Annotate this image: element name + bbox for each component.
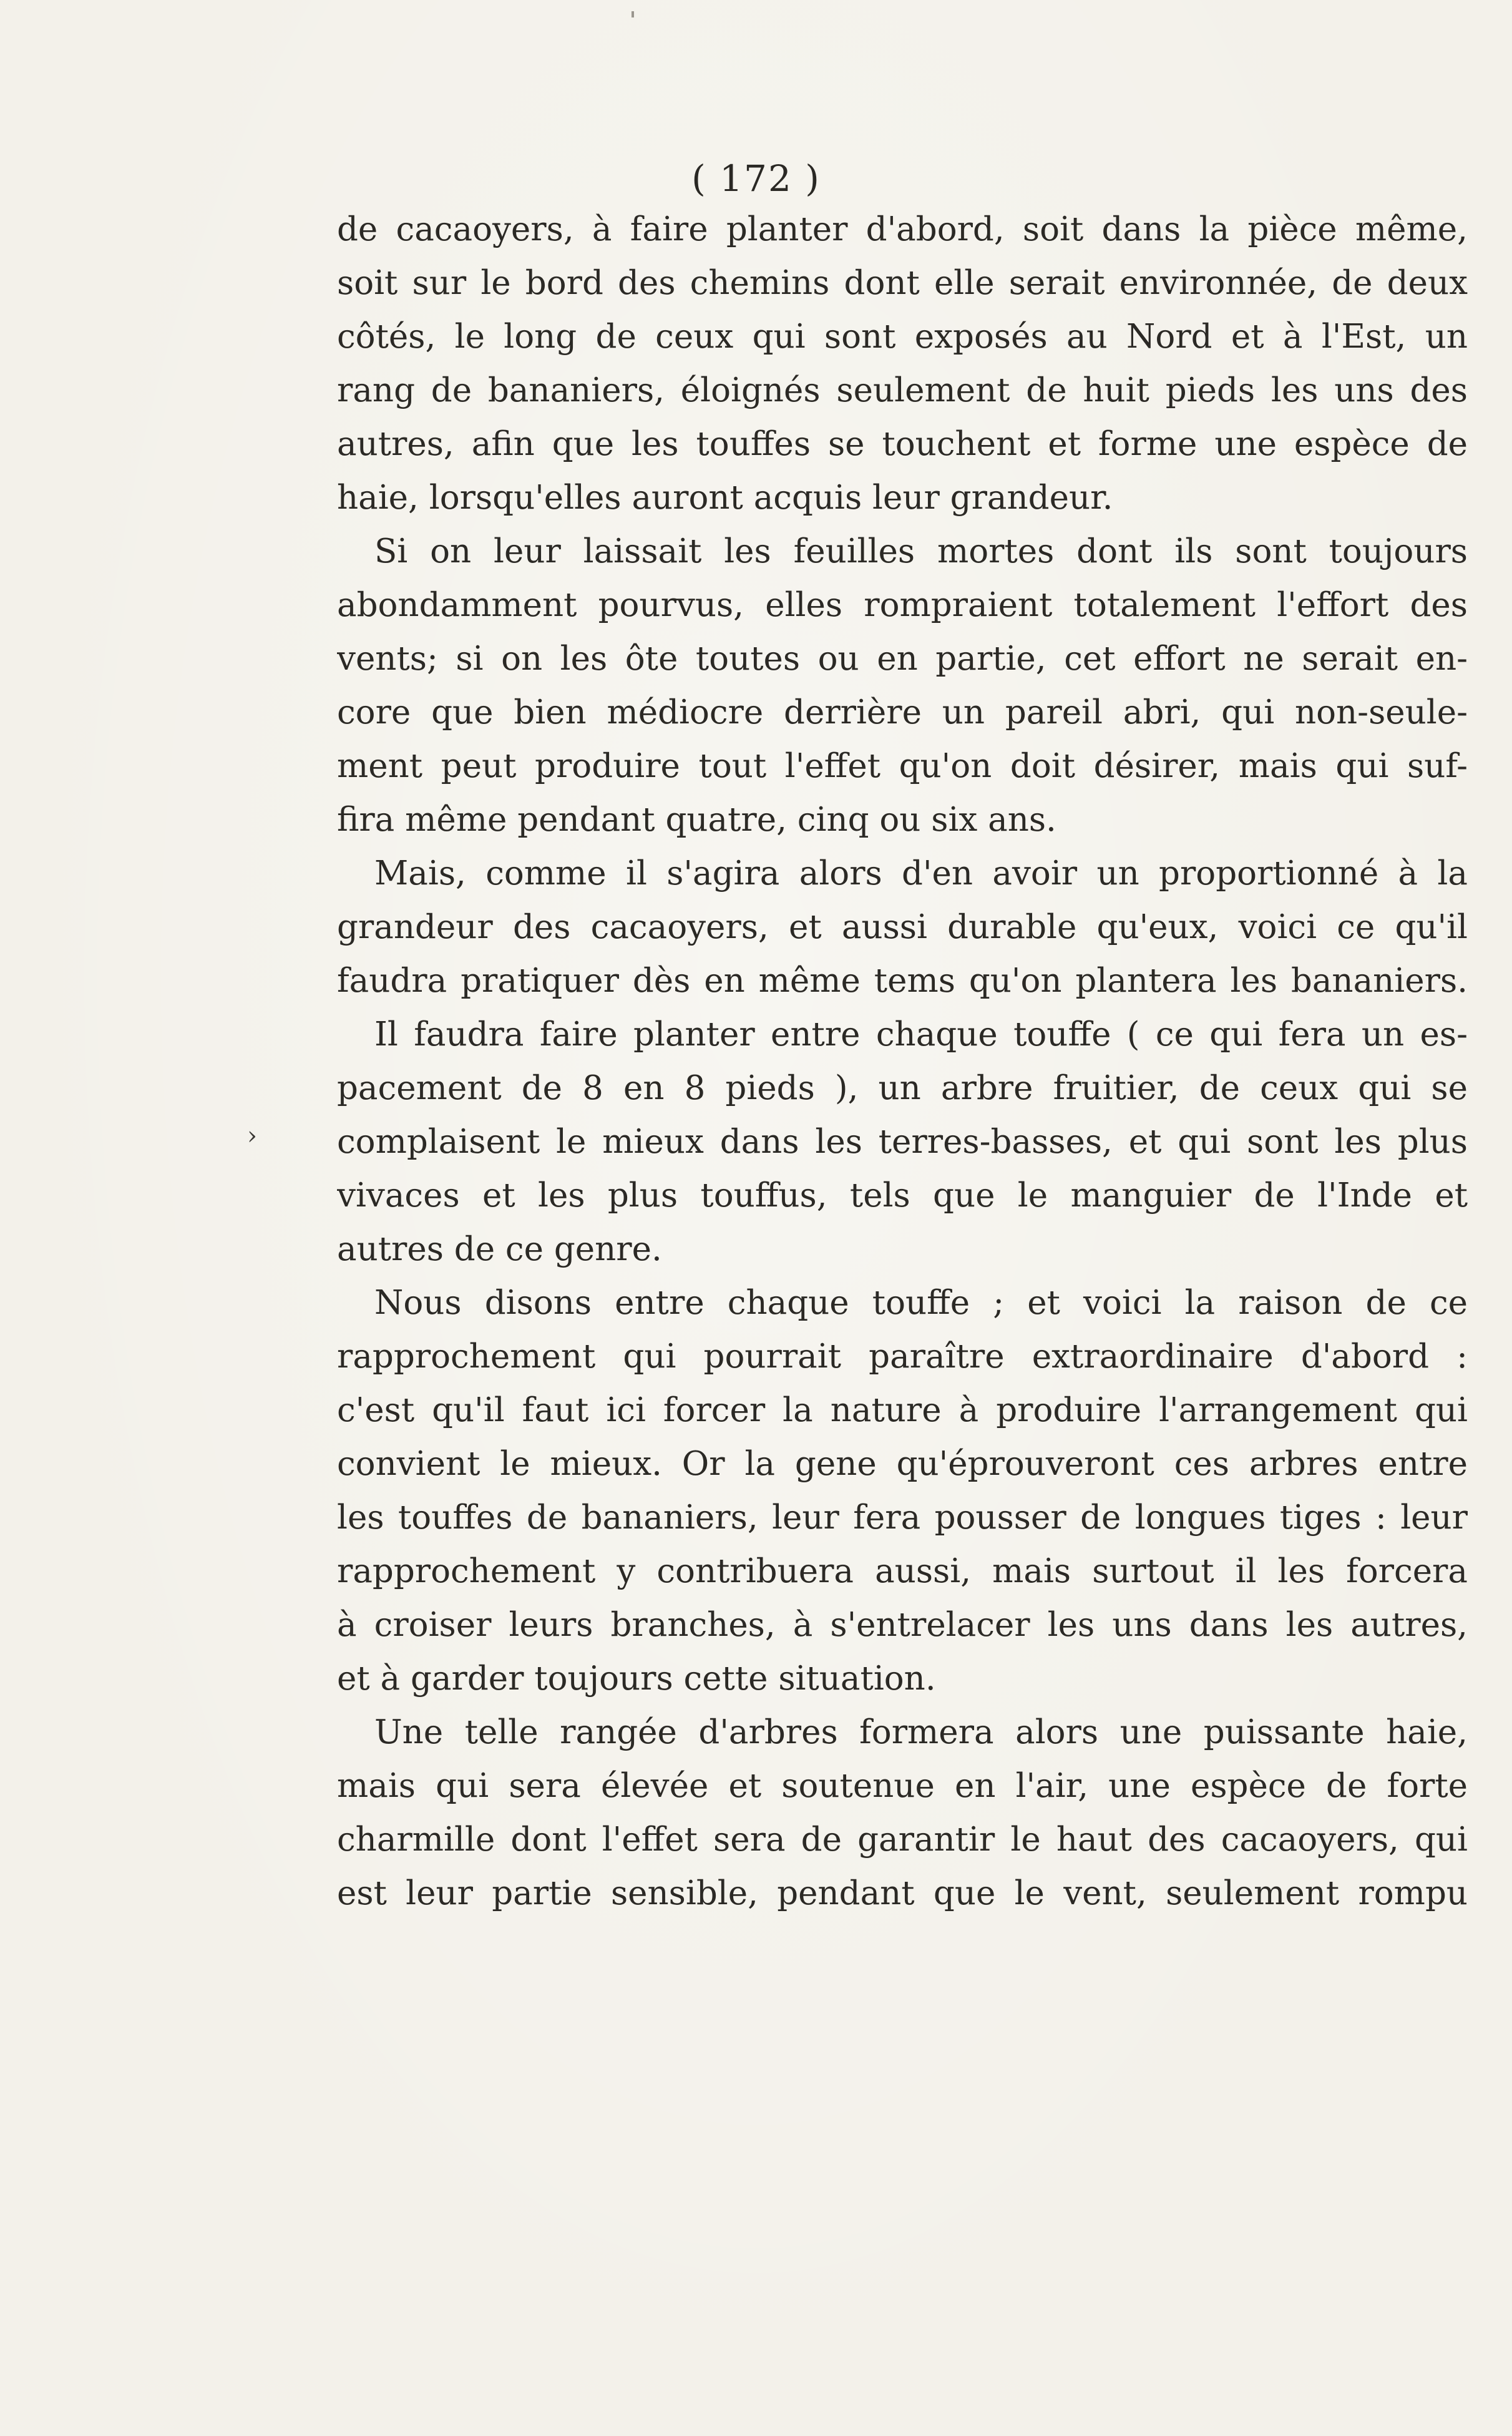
text-line: rang de bananiers, éloignés seulement de huit pieds les uns des — [337, 371, 1468, 409]
text-line: et à garder toujours cette situation. — [337, 1660, 936, 1698]
text-line: est leur partie sensible, pendant que le vent, seulement rompu — [337, 1874, 1468, 1912]
body-text — [337, 203, 1468, 1920]
text-line: autres de ce genre. — [337, 1230, 662, 1268]
text-line: côtés, le long de ceux qui sont exposés au Nord et à l'Est, un — [337, 318, 1468, 356]
text-line: vents; si on les ôte toutes ou en partie, cet effort ne serait en- — [337, 640, 1468, 678]
text-line: Il faudra faire planter entre chaque touffe ( ce qui fera un es- — [374, 1015, 1468, 1054]
page-speck — [632, 11, 634, 17]
text-line: à croiser leurs branches, à s'entrelacer les uns dans les autres, — [337, 1606, 1468, 1644]
page-number: ( 172 ) — [691, 157, 821, 200]
text-line: Nous disons entre chaque touffe ; et voici la raison de ce — [374, 1284, 1468, 1322]
text-line: Si on leur laissait les feuilles mortes dont ils sont toujours — [374, 532, 1468, 570]
text-line: mais qui sera élevée et soutenue en l'air, une espèce de forte — [337, 1767, 1468, 1805]
text-line: vivaces et les plus touffus, tels que le manguier de l'Inde et — [337, 1176, 1468, 1215]
text-line: haie, lorsqu'elles auront acquis leur grandeur. — [337, 479, 1113, 517]
text-line: rapprochement y contribuera aussi, mais surtout il les forcera — [337, 1552, 1468, 1590]
text-line: core que bien médiocre derrière un pareil abri, qui non-seule- — [337, 693, 1468, 731]
text-line: les touffes de bananiers, leur fera pousser de longues tiges : leur — [337, 1499, 1468, 1537]
text-line: ment peut produire tout l'effet qu'on doit désirer, mais qui suf- — [337, 747, 1468, 785]
text-line: abondamment pourvus, elles rompraient totalement l'effort des — [337, 586, 1468, 624]
text-line: faudra pratiquer dès en même tems qu'on plantera les bananiers. — [337, 962, 1468, 1000]
text-line: rapprochement qui pourrait paraître extraordinaire d'abord : — [337, 1338, 1468, 1376]
text-line: convient le mieux. Or la gene qu'éprouveront ces arbres entre — [337, 1445, 1468, 1483]
text-line: complaisent le mieux dans les terres-basses, et qui sont les plus — [337, 1123, 1468, 1161]
text-line: autres, afin que les touffes se touchent et forme une espèce de — [337, 425, 1468, 463]
text-line: charmille dont l'effet sera de garantir le haut des cacaoyers, qui — [337, 1821, 1468, 1859]
text-line: fira même pendant quatre, cinq ou six ans. — [337, 801, 1056, 839]
text-line: pacement de 8 en 8 pieds ), un arbre fruitier, de ceux qui se — [337, 1069, 1468, 1107]
text-line: grandeur des cacaoyers, et aussi durable qu'eux, voici ce qu'il — [337, 908, 1468, 946]
margin-mark: › — [247, 1122, 257, 1150]
text-line: de cacaoyers, à faire planter d'abord, soit dans la pièce même, — [337, 210, 1468, 248]
text-line: c'est qu'il faut ici forcer la nature à produire l'arrangement qui — [337, 1391, 1468, 1429]
text-line: Une telle rangée d'arbres formera alors une puissante haie, — [374, 1713, 1468, 1751]
text-line: soit sur le bord des chemins dont elle serait environnée, de deux — [337, 264, 1468, 302]
text-line: Mais, comme il s'agira alors d'en avoir un proportionné à la — [374, 854, 1468, 893]
